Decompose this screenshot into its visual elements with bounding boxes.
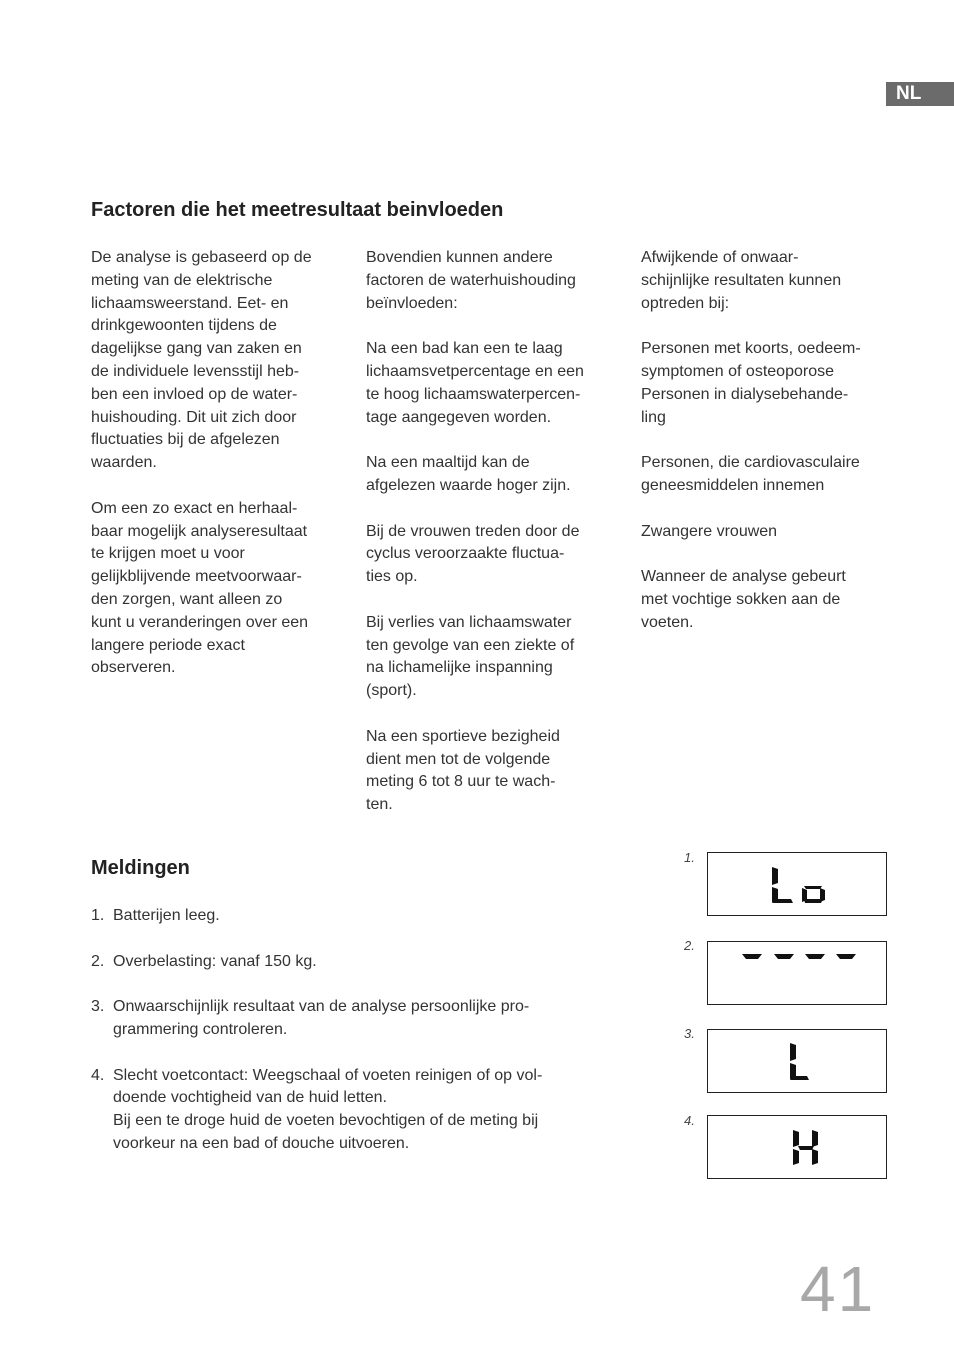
paragraph: Wanneer de analyse gebeurt met vochtige sokken aan de voeten.: [641, 568, 846, 631]
paragraph: Afwijkende of onwaar- schijnlijke resultaten kunnen optreden bij:: [641, 249, 842, 312]
list-item: [91, 1065, 611, 1156]
paragraph: Personen met koorts, oedeem- symptomen of osteoporose Personen in dialysebehande- ling: [641, 340, 861, 426]
display-label: 2.: [684, 938, 695, 953]
display-label: 1.: [684, 850, 695, 865]
item-text: Slecht voetcontact: Weegschaal of voeten reinigen of op vol- doende vochtigheid van de huid letten. Bij een te droge huid de voeten bevochtigen of de meting bij voorkeur na een bad of douche uitvoeren.: [113, 1066, 543, 1152]
page-number: 41: [800, 1253, 876, 1325]
item-number: 4.: [91, 1066, 105, 1084]
lcd-dashes-icon: [708, 942, 886, 1004]
section-title-messages: Meldingen: [91, 857, 190, 879]
text-column-2: [366, 247, 616, 817]
lcd-l-icon: [708, 1030, 886, 1092]
paragraph: Bij verlies van lichaamswater ten gevolge van een ziekte of na lichamelijke inspanning (sport).: [366, 613, 575, 700]
paragraph: Bij de vrouwen treden door de cyclus veroorzaakte fluctua- ties op.: [366, 522, 580, 586]
paragraph: De analyse is gebaseerd op de meting van de elektrische lichaamsweerstand. Eet- en drinkgewoonten tijdens de dagelijkse gang van zaken en de individuele levensstijl heb- ben een invloed op de water- huishouding. Dit uit zich door fluctuaties bij de afgelezen waarden.: [91, 249, 312, 472]
text-column-1: [91, 247, 341, 680]
message-list: [91, 905, 611, 1179]
paragraph: Bovendien kunnen andere factoren de waterhuishouding beïnvloeden:: [366, 249, 576, 312]
text-column-3: [641, 247, 891, 635]
item-number: 3.: [91, 998, 105, 1016]
language-tab: NL: [886, 82, 954, 106]
list-item: [91, 951, 611, 974]
paragraph: Om een zo exact en herhaal- baar mogelijk analyseresultaat te krijgen moet u voor gelijkblijvende meetvoorwaar- den zorgen, want alleen zo kunt u veranderingen over een langere periode exact observeren.: [91, 499, 309, 677]
item-text: Overbelasting: vanaf 150 kg.: [113, 952, 317, 970]
paragraph: Na een sportieve bezigheid dient men tot de volgende meting 6 tot 8 uur te wach- ten.: [366, 727, 560, 814]
item-number: 1.: [91, 907, 105, 924]
item-text: Onwaarschijnlijk resultaat van de analyse persoonlijke pro- grammering controleren.: [113, 998, 530, 1038]
lcd-h-icon: [708, 1116, 886, 1178]
list-item: [91, 905, 611, 928]
display-label: 4.: [684, 1113, 695, 1128]
lcd-display-h: [707, 1115, 887, 1179]
paragraph: Personen, die cardiovasculaire geneesmiddelen innemen: [641, 454, 860, 494]
paragraph: Na een bad kan een te laag lichaamsvetpercentage en een te hoog lichaamswaterpercen- tage aangegeven worden.: [366, 340, 584, 426]
paragraph: Na een maaltijd kan de afgelezen waarde hoger zijn.: [366, 454, 571, 494]
item-text: Batterijen leeg.: [113, 907, 220, 924]
lcd-display-dashes: [707, 941, 887, 1005]
lcd-display-lo: [707, 852, 887, 916]
lcd-display-l: [707, 1029, 887, 1093]
lcd-lo-icon: [708, 853, 886, 915]
paragraph: Zwangere vrouwen: [641, 522, 778, 540]
display-label: 3.: [684, 1026, 695, 1041]
item-number: 2.: [91, 952, 105, 970]
section-title-factors: Factoren die het meetresultaat beinvloeden: [91, 199, 504, 221]
list-item: [91, 996, 611, 1042]
